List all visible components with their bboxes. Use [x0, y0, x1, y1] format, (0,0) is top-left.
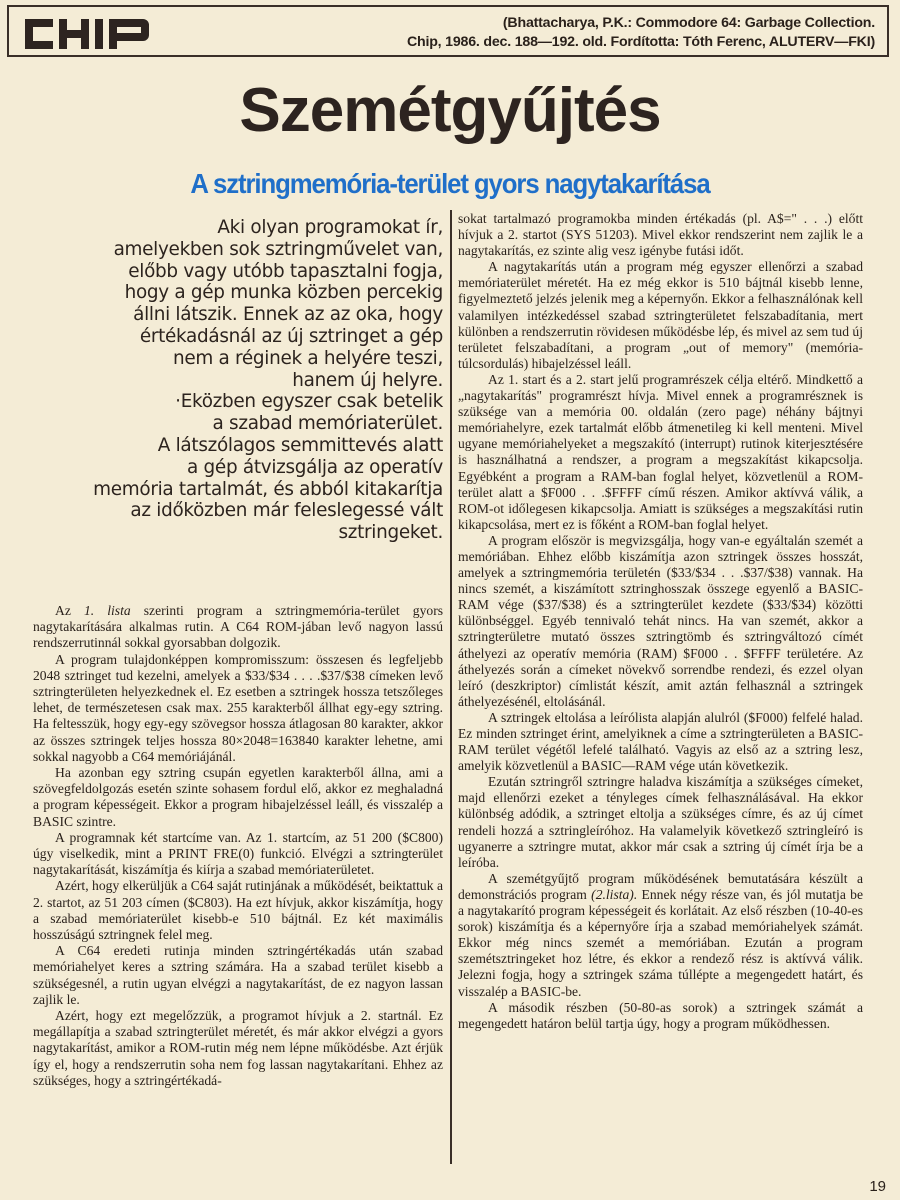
left-column	[33, 603, 443, 1089]
lead-line: memória tartalmát, és abból kitakarítja	[93, 478, 443, 500]
paragraph: A programnak két startcíme van. Az 1. startcím, az 51 200 ($C800) úgy viselkedik, mint a PRINT FRE(0) funkció. Elvégzi a sztringterület nagytakarítását, kiszámítja és kiírja a szabad memóriaterületet.	[33, 829, 443, 878]
paragraph	[33, 603, 443, 652]
lead-line: a gép átvizsgálja az operatív	[187, 456, 443, 478]
text: A szemétgyűjtő program működésének bemutatására készült a demonstrációs program	[458, 870, 863, 902]
right-column	[458, 211, 863, 1032]
lead-line: sztringeket.	[338, 522, 443, 544]
lead-line: a szabad memóriaterület.	[212, 413, 443, 435]
lead-line: nem a réginek a helyére teszi,	[173, 347, 443, 369]
paragraph: Azért, hogy ezt megelőzzük, a programot hívjuk a 2. startnál. Ez megállapítja a szabad sztringterület méretét, és már akkor elvégzi a gyors nagytakarítást, amikor a ROM-rutin még nem lépne működésbe. Azt érjük így el, hogy a rendszerrutin soha nem fog lassan nagytakarítani. Ehhez az szükséges, hogy a sztringértékadá-	[33, 1008, 443, 1088]
lead-line: értékadásnál az új sztringet a gép	[139, 325, 443, 347]
text: szerinti program a sztringmemória-terület gyors nagytakarítására alkalmas rutin. A C64 ROM-jában levő nagyon lassú rendszerrutinnál sokkal gyorsabban dolgozik.	[33, 603, 444, 651]
lead-line: hanem új helyre.	[292, 369, 443, 391]
article-title: Szemétgyűjtés	[239, 76, 661, 145]
lead-line: Aki olyan programokat ír,	[217, 217, 443, 238]
paragraph: Az 1. start és a 2. start jelű programrészek célja eltérő. Mindkettő a „nagytakarítás" programrészt hívja. Mivel ennek a programrésznek is szüksége van a memória 00. oldalán (zero page) néhány bájtnyi memóriahelyre, ezek tartalmát előbb átmenetileg ki kell menteni. Mivel ugyane memóriahelyeket a megszakító (interrupt) rutinok kiterjesztésére is használhatná a rendszer, a program a megszakítást kikapcsolja. Egyébként a program a RAM-ban foglal helyet, közvetlenül a ROM-terület alatt a $F000 . . .$FFFF című részen. Amikor aktívvá válik, a ROM-ot időlegesen kikapcsolja. Amiatt is szükséges a megszakítási rutin kikapcsolása, mert ez is főként a ROM-ban foglal helyet.	[458, 371, 863, 532]
citation	[407, 14, 875, 52]
text: Az	[55, 603, 84, 618]
citation-line-1: (Bhattacharya, P.K.: Commodore 64: Garbage Collection.	[502, 15, 875, 31]
lead-line: A látszólagos semmittevés alatt	[157, 434, 443, 456]
paragraph: A program először is megvizsgálja, hogy van-e egyáltalán szemét a memóriában. Ehhez előbb kiszámítja azon sztringek összes hosszát, amelyek a sztringmemória területén ($33/$34 . . .$37/$38) vannak. Ha nincs szemét, a kiszámított sztringhosszak összege egyenlő a BASIC-RAM vége ($37/$38) és a sztringterület kezdete ($33/$34) közötti különbséggel. Egyéb tennivaló tehát nincs. Ha van szemét, akkor a sztringterületre mutató összes sztringtömb és sztringváltozó címét áthelyezi az operatív memória (RAM) $F000 . . $FFFF területére. Az áthelyezés során a címeket növekvő sorrendbe rendezi, és ezzel olyan leíró (deszkriptor) címlistát készít, amit aztán felhasznál a sztringek áthelyezésénél, eltolásánál.	[458, 532, 863, 709]
chip-logo-icon	[23, 15, 158, 53]
masthead-box	[7, 5, 889, 57]
paragraph: A C64 eredeti rutinja minden sztringértékadás után szabad memóriahelyet keres a sztring számára. Ha a szabad terület kisebb a szükségesnél, a rutin ugyan elvégzi a nagytakarítást, de ez nagyon lassan zajlik le.	[33, 943, 443, 1007]
lead-line: állni látszik. Ennek az az oka, hogy	[133, 304, 443, 326]
listing-reference: (2.lista).	[591, 886, 638, 902]
chip-logo	[23, 15, 158, 53]
lead-line: ·Eközben egyszer csak betelik	[175, 391, 443, 413]
paragraph: A nagytakarítás után a program még egyszer ellenőrzi a szabad memóriaterület méretét. Ha ez még ekkor is 510 bájtnál kisebb lenne, figyelmeztető jelzés jelenik meg a képernyőn. Ekkor a felhasználónak kell valamilyen intézkedéssel szabad sztringterületet felszabadítania, mert különben a rendszerrutin rövidesen működésbe lép, és mivel az sem tud új területet felszabadítani, a program „out of memory" (memória-túlcsordulás) hibajelzéssel leáll.	[458, 259, 863, 371]
lead-line: amelyekben sok sztringművelet van,	[113, 238, 443, 260]
column-divider	[450, 210, 452, 1164]
article-subtitle: A sztringmemória-terület gyors nagytakarítása	[190, 168, 710, 199]
paragraph: Ezután sztringről sztringre haladva kiszámítja a szükséges címeket, majd ellenőrzi ezeket a tényleges címek felhasználásával. Ha ekkor különbség adódik, a sztringet eltolja a szükséges címre, és az új címet rendeli hozzá a sztringleíróhoz. Ha valamelyik következő sztringleíró is ugyanerre a sztringre mutat, akkor már csak a sztring új címét írja be a leíróba.	[458, 774, 863, 870]
listing-reference: 1. lista	[83, 603, 131, 618]
paragraph: sokat tartalmazó programokba minden értékadás (pl. A$=" . . .) előtt hívjuk a 2. startot (SYS 51203). Mivel ekkor rendszerint nem zajlik le a nagytakarítás, ez szinte alig vesz igénybe futási időt.	[458, 211, 863, 259]
page-number: 19	[869, 1178, 886, 1195]
citation-line-2: Chip, 1986. dec. 188—192. old. Fordította: Tóth Ferenc, ALUTERV—FKI)	[406, 34, 875, 50]
paragraph: Azért, hogy elkerüljük a C64 saját rutinjának a működését, beiktattuk a 2. startot, az 51 203 címen ($C803). Ha ezt hívjuk, akkor kiszámítja, hogy a szabad memóriaterület kisebb-e 510 bájtnál. Ez két maximális hosszúságú sztringnek felel meg.	[33, 878, 443, 943]
text: Ennek négy része van, és jól mutatja be a nagytakarító program képességeit és korlátait. Az első részben (10-40-es sorok) kiszámítja és a képernyőre írja a szabad memóriahelyek számát. Ekkor még nincs szemét a memóriában. Ezután a program szemétsztringeket hoz létre, és ekkor a rendező rész is aktívvá válik. Jelezni fogja, hogy a sztringek száma túllépte a megengedett határt, és visszalép a BASIC-be.	[458, 886, 863, 999]
lead-line: előbb vagy utóbb tapasztalni fogja,	[128, 260, 443, 282]
paragraph: Ha azonban egy sztring csupán egyetlen karakterből állna, ami a szövegfeldolgozás esetén szinte sohasem fordul elő, akkor ez meghaladná a program képességeit. Ekkor a program hibajelzéssel leáll, és visszalép a BASIC szintre.	[33, 765, 443, 829]
paragraph: A második részben (50-80-as sorok) a sztringek számát a megengedett határon belül tartja úgy, hogy a program működhessen.	[458, 999, 863, 1031]
paragraph: A program tulajdonképpen kompromisszum: összesen és legfeljebb 2048 sztringet tud kezelni, amelyek a $33/$34 . . . .$37/$38 címeken levő sztringterületen helyezkednek el. Ez esetben a sztringek hossza tetszőleges lehet, de természetesen csak max. 255 karakterből állhat egy-egy sztring. Ha feltesszük, hogy egy-egy szövegsor hossza átlagosan 80 karakter, akkor az összes sztringek teljes hossza 80×2048=163840 karakter lehetne, ami sokkal nagyobb a C64 memóriájánál.	[33, 651, 443, 764]
paragraph	[458, 871, 863, 1000]
lead-line: hogy a gép munka közben percekig	[124, 282, 443, 304]
lead-line: az időközben már feleslegessé vált	[130, 500, 443, 522]
article-lead	[60, 217, 443, 544]
paragraph: A sztringek eltolása a leírólista alapján alulról ($F000) felfelé halad. Ez minden sztringet érint, amelyiknek a címe a sztringterületen a BASIC-RAM terület végétől lefelé található. Vagyis az első az a sztring lesz, amelyik közvetlenül a BASIC—RAM vége után következik.	[458, 709, 863, 774]
